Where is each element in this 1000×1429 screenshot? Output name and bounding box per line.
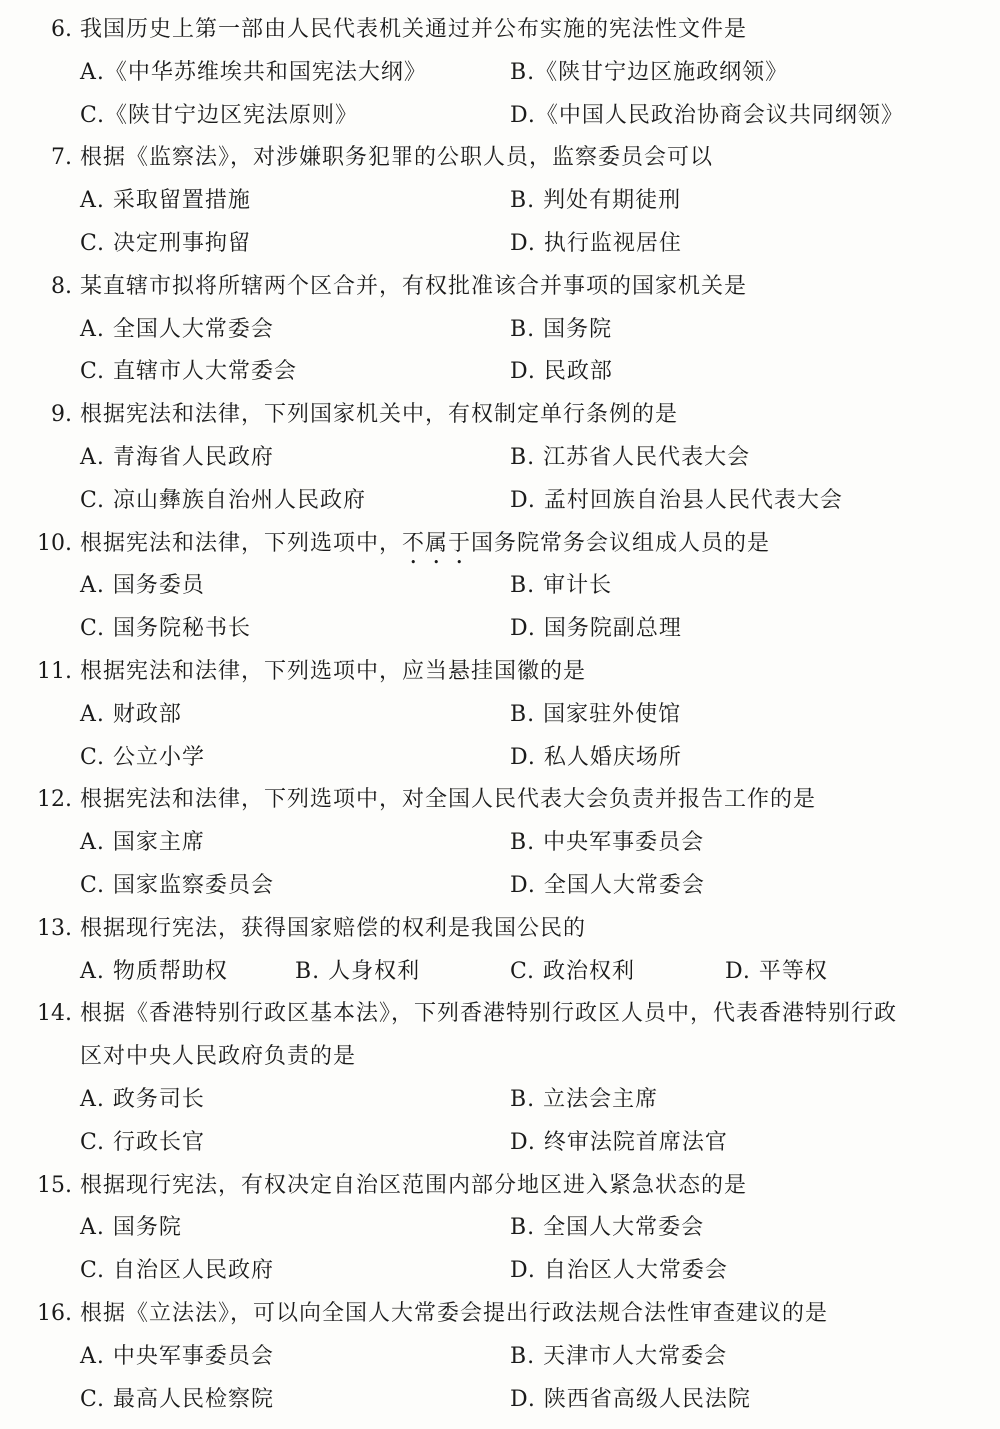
options-row (0, 438, 1000, 478)
option-d: D.《中国人民政治协商会议共同纲领》 (510, 102, 904, 128)
question-stem-line (0, 909, 1000, 949)
option-b: B. 全国人大常委会 (510, 1215, 705, 1241)
options-row (0, 1080, 1000, 1120)
question-number: 7. (51, 145, 72, 171)
question-number: 9. (51, 402, 72, 428)
option-a: A. 财政部 (80, 701, 182, 727)
options-row (0, 481, 1000, 521)
option-d: D. 平等权 (725, 958, 828, 984)
question-number: 10. (37, 530, 72, 556)
stem-text: 根据宪法和法律，下列国家机关中，有权制定单行条例的是 (80, 402, 679, 428)
stem-text: 根据《监察法》，对涉嫌职务犯罪的公职人员，监察委员会可以 (80, 145, 714, 171)
options-row (0, 1251, 1000, 1291)
options-row (0, 609, 1000, 649)
option-b: B. 国务院 (510, 316, 613, 342)
stem-text: 根据现行宪法，获得国家赔偿的权利是我国公民的 (80, 915, 587, 941)
options-row (0, 738, 1000, 778)
options-row (0, 866, 1000, 906)
option-d: D. 自治区人大常委会 (510, 1258, 728, 1284)
option-d: D. 私人婚庆场所 (510, 744, 682, 770)
option-c: C. 国家监察委员会 (80, 873, 275, 898)
question-stem (80, 138, 713, 178)
stem-text: 某直辖市拟将所辖两个区合并，有权批准该合并事项的国家机关是 (80, 273, 748, 299)
question-stem-line (0, 138, 1000, 178)
option-b: B. 江苏省人民代表大会 (510, 445, 751, 470)
option-b: B. 天津市人大常委会 (510, 1343, 728, 1369)
option-a: A. 物质帮助权 (80, 958, 228, 984)
question-stem-line (0, 10, 1000, 50)
question-stem-line (0, 1294, 1000, 1334)
options-row (0, 823, 1000, 863)
stem-text: 根据《香港特别行政区基本法》，下列香港特别行政区人员中，代表香港特别行政 (80, 1001, 898, 1027)
question-stem (80, 524, 770, 569)
options-row (0, 1123, 1000, 1163)
options-row (0, 181, 1000, 221)
option-d: D. 孟村回族自治县人民代表大会 (510, 487, 843, 513)
options-row (0, 96, 1000, 136)
stem-text: 根据现行宪法，有权决定自治区范围内部分地区进入紧急状态的是 (80, 1172, 748, 1198)
options-row (0, 1208, 1000, 1248)
question-stem (80, 994, 897, 1034)
option-b: B. 中央军事委员会 (510, 830, 705, 856)
option-c: C. 政治权利 (510, 958, 636, 984)
stem-text: 我国历史上第一部由人民代表机关通过并公布实施的宪法性文件是 (80, 17, 748, 42)
question-stem-line (0, 267, 1000, 307)
option-a: A. 全国人大常委会 (80, 316, 274, 342)
stem-text: 区对中央人民政府负责的是 (80, 1044, 357, 1070)
option-b: B. 人身权利 (295, 958, 421, 984)
question-number: 15. (37, 1172, 72, 1198)
question-stem (80, 10, 747, 50)
option-a: A. 国家主席 (80, 830, 205, 856)
question-number: 6. (51, 17, 72, 42)
question-stem (80, 1166, 747, 1206)
options-row (0, 224, 1000, 264)
question-stem (80, 1294, 828, 1334)
question-stem-continuation (0, 1037, 1000, 1077)
question-stem-line (0, 395, 1000, 435)
option-d: D. 陕西省高级人民法院 (510, 1386, 751, 1412)
stem-text: 根据宪法和法律，下列选项中，对全国人民代表大会负责并报告工作的是 (80, 787, 817, 813)
question-number: 14. (37, 1001, 72, 1027)
options-row (0, 1337, 1000, 1377)
option-c: C.《陕甘宁边区宪法原则》 (80, 102, 359, 128)
question-stem (80, 780, 816, 820)
option-b: B. 国家驻外使馆 (510, 701, 682, 727)
option-a: A. 国务委员 (80, 573, 205, 599)
option-a: A.《中华苏维埃共和国宪法大纲》 (80, 59, 427, 85)
option-c: C. 公立小学 (80, 744, 206, 770)
option-b: B.《陕甘宁边区施政纲领》 (510, 59, 789, 85)
option-a: A. 采取留置措施 (80, 188, 251, 214)
option-b: B. 判处有期徒刑 (510, 188, 682, 214)
option-a: A. 国务院 (80, 1215, 182, 1241)
stem-text: 根据宪法和法律，下列选项中，应当悬挂国徽的是 (80, 659, 587, 684)
stem-text: 根据宪法和法律，下列选项中， (80, 530, 403, 556)
question-stem-line (0, 780, 1000, 820)
option-a: A. 青海省人民政府 (80, 445, 274, 470)
question-number: 8. (51, 273, 72, 299)
option-d: D. 终审法院首席法官 (510, 1129, 728, 1155)
option-c: C. 行政长官 (80, 1129, 206, 1155)
question-stem (80, 909, 586, 949)
option-c: C. 凉山彝族自治州人民政府 (80, 487, 367, 513)
question-number: 12. (37, 787, 72, 813)
option-d: D. 全国人大常委会 (510, 873, 705, 898)
option-c: C. 直辖市人大常委会 (80, 359, 298, 385)
option-a: A. 政务司长 (80, 1087, 205, 1112)
question-stem (80, 652, 586, 692)
stem-text: 根据《立法法》，可以向全国人大常委会提出行政法规合法性审查建议的是 (80, 1301, 829, 1326)
option-d: D. 执行监视居住 (510, 231, 682, 256)
options-row (0, 952, 1000, 992)
option-d: D. 国务院副总理 (510, 616, 682, 642)
question-stem (80, 395, 678, 435)
stem-text: 国务院常务会议组成人员的是 (471, 530, 771, 556)
options-row (0, 695, 1000, 735)
option-d: D. 民政部 (510, 359, 613, 385)
question-number: 16. (37, 1301, 72, 1326)
options-row (0, 53, 1000, 93)
option-c: C. 自治区人民政府 (80, 1258, 275, 1284)
question-number: 13. (37, 915, 72, 941)
option-b: B. 立法会主席 (510, 1087, 659, 1112)
question-stem (80, 267, 747, 307)
option-c: C. 最高人民检察院 (80, 1386, 275, 1412)
question-stem-line (0, 1166, 1000, 1206)
option-c: C. 国务院秘书长 (80, 616, 252, 642)
question-stem-line (0, 524, 1000, 564)
options-row (0, 352, 1000, 392)
options-row (0, 310, 1000, 350)
option-b: B. 审计长 (510, 573, 613, 599)
options-row (0, 1380, 1000, 1420)
question-stem-line (0, 994, 1000, 1034)
options-row (0, 566, 1000, 606)
emphasized-text: 不属于 (402, 530, 472, 556)
option-a: A. 中央军事委员会 (80, 1343, 274, 1369)
option-c: C. 决定刑事拘留 (80, 231, 252, 256)
question-number: 11. (37, 659, 72, 684)
question-stem-line (0, 652, 1000, 692)
